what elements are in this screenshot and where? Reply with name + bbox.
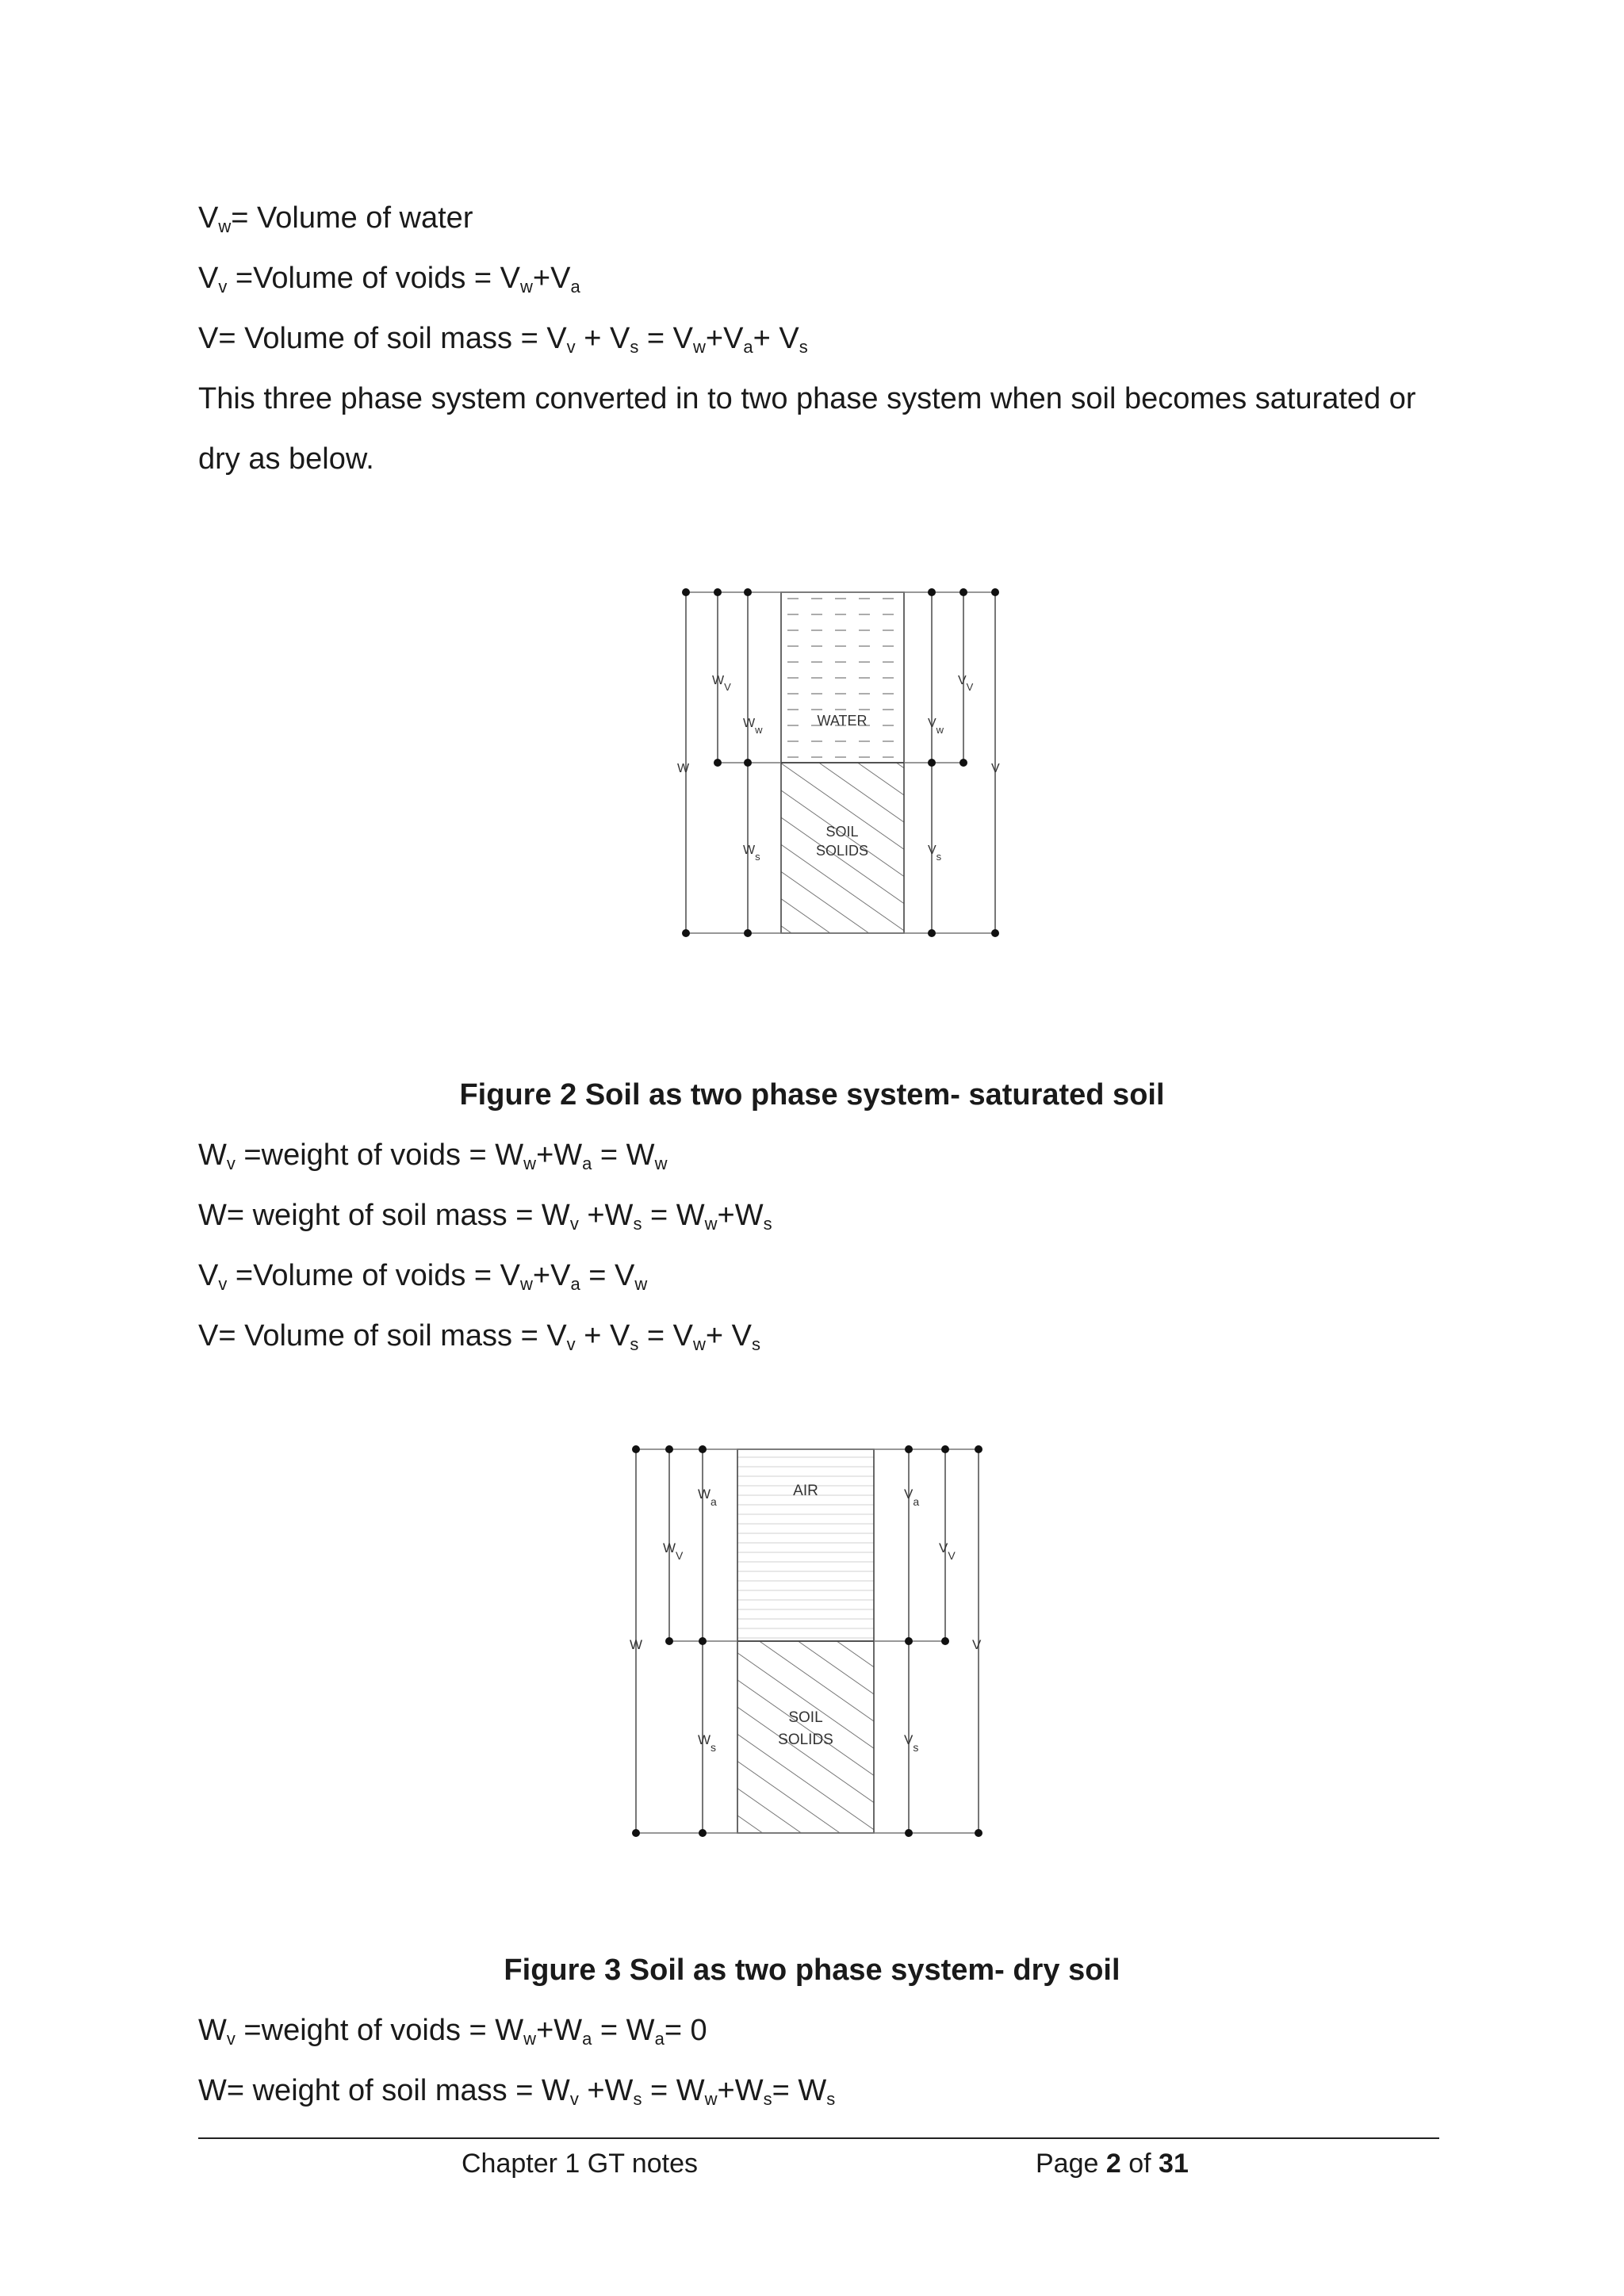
footer-chapter: Chapter 1 GT notes [462, 2149, 698, 2179]
air-phase-block [737, 1449, 874, 1641]
v-label-dry: V [972, 1637, 982, 1652]
footer-divider [198, 2137, 1439, 2139]
text-line-weight-soil-mass-dry: W= weight of soil mass = $W_v +W_s = W_w+W_s= W_s$ [198, 2074, 836, 2109]
text-line-weight-soil-mass: W= weight of soil mass = $W_v +W_s = W_w+W_s$ [198, 1199, 772, 1234]
solids-label-dry: SOLIDS [778, 1732, 833, 1748]
w-label: W [677, 762, 690, 775]
paragraph-line-1: This three phase system converted in to two phase system when soil becomes saturated or [198, 382, 1416, 415]
soil-label: SOIL [825, 824, 859, 840]
vv-label: $V_V$ [958, 674, 974, 693]
footer-page-number: Page 2 of 31 [1036, 2149, 1189, 2179]
v-label: V [991, 762, 1000, 775]
w-label-dry: W [630, 1637, 643, 1652]
figure-3-caption: Figure 3 Soil as two phase system- dry soil [504, 1954, 1120, 1987]
vs-label: $V_s$ [928, 844, 942, 863]
text-line-volume-water: $V_w=$ Volume of water [198, 201, 473, 236]
solids-label: SOLIDS [815, 843, 869, 859]
text-line-volume-soil-mass-sat: V= Volume of soil mass = $V_v + V_s = V_w+ V_s$ [198, 1319, 760, 1354]
ww-label: $W_w$ [743, 717, 763, 736]
soil-label-dry: SOIL [788, 1709, 823, 1726]
va-label: $V_a$ [904, 1487, 920, 1508]
ws-label: $W_s$ [743, 844, 760, 863]
text-line-weight-voids: $W_v$ =weight of voids = $W_w+W_a = W_w$ [198, 1138, 668, 1173]
text-line-volume-voids-sat: $V_v$ =Volume of voids = $V_w+V_a = V_w$ [198, 1259, 648, 1294]
vs-label-dry: $V_s$ [904, 1732, 919, 1754]
text-line-volume-soil-mass: V= Volume of soil mass = $V_v + V_s = V_w+V_a+ V_s$ [198, 322, 808, 357]
text-line-weight-voids-dry: $W_v$ =weight of voids = $W_w+W_a = W_a= 0$ [198, 2014, 707, 2049]
water-label: WATER [817, 713, 868, 729]
wv-label: $W_V$ [712, 674, 731, 693]
water-phase-block [781, 592, 904, 763]
text-line-volume-voids: $V_v$ =Volume of voids = $V_w+V_a$ [198, 262, 580, 297]
figure-3-phase-diagram [617, 1433, 998, 1838]
paragraph-line-2: dry as below. [198, 442, 374, 476]
figure-2-phase-diagram [666, 575, 1015, 947]
air-label: AIR [793, 1483, 818, 1499]
ws-label-dry: $W_s$ [698, 1732, 717, 1754]
vv-label-dry: $V_V$ [939, 1540, 956, 1562]
wv-label-dry: $W_V$ [663, 1540, 684, 1562]
figure-2-caption: Figure 2 Soil as two phase system- saturated soil [459, 1078, 1165, 1112]
wa-label: $W_a$ [698, 1487, 717, 1508]
vw-label: $V_w$ [928, 717, 944, 736]
